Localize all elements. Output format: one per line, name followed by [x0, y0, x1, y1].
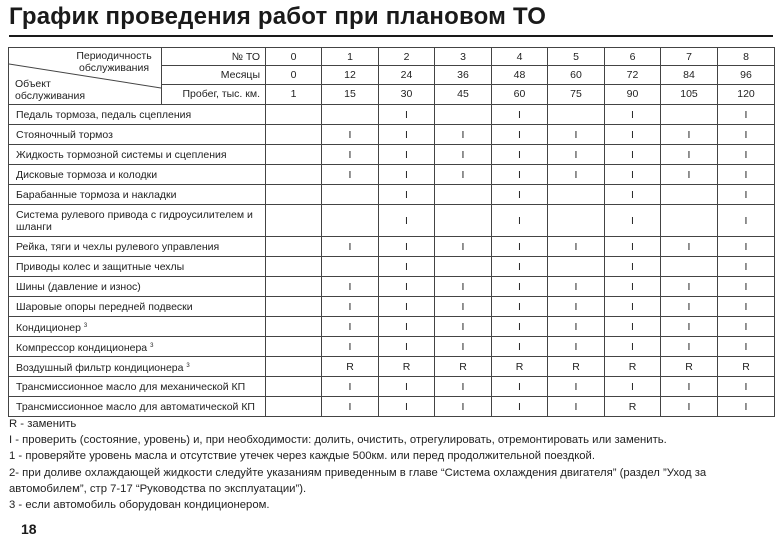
schedule-cell: I — [492, 397, 548, 417]
header-value-cell: 2 — [379, 48, 435, 66]
schedule-cell: I — [605, 337, 661, 357]
schedule-cell: I — [435, 277, 492, 297]
schedule-cell: I — [492, 297, 548, 317]
schedule-cell — [548, 105, 605, 125]
header-value-cell: 45 — [435, 84, 492, 104]
schedule-cell: I — [379, 105, 435, 125]
schedule-cell — [661, 105, 718, 125]
schedule-cell: I — [548, 337, 605, 357]
schedule-cell: I — [492, 337, 548, 357]
schedule-cell: R — [548, 357, 605, 377]
schedule-cell: I — [661, 297, 718, 317]
note-line: I - проверить (состояние, уровень) и, при необходимости: долить, очистить, отрегулировать, отремонтировать или заменить. — [9, 434, 667, 447]
schedule-cell: I — [379, 377, 435, 397]
header-value-cell: 1 — [266, 84, 322, 104]
service-item-name: Шаровые опоры передней подвески — [16, 300, 193, 313]
service-item-cell — [9, 357, 266, 377]
service-item-name: Барабанные тормоза и накладки — [16, 188, 177, 201]
page-title: График проведения работ при плановом ТО — [9, 3, 547, 30]
schedule-cell — [266, 277, 322, 297]
header-value-cell: 90 — [605, 84, 661, 104]
schedule-cell: I — [322, 297, 379, 317]
schedule-cell: I — [492, 145, 548, 165]
schedule-cell — [322, 257, 379, 277]
title-underline — [9, 35, 773, 37]
schedule-cell: I — [379, 165, 435, 185]
schedule-cell: I — [379, 277, 435, 297]
schedule-cell: I — [718, 165, 775, 185]
header-value-cell: 0 — [266, 66, 322, 84]
schedule-cell: R — [718, 357, 775, 377]
header-value-cell: 8 — [718, 48, 775, 66]
schedule-cell: I — [492, 257, 548, 277]
schedule-cell: I — [379, 257, 435, 277]
schedule-cell: I — [492, 105, 548, 125]
header-value-cell: 6 — [605, 48, 661, 66]
schedule-cell: I — [718, 277, 775, 297]
periodicity-label: Периодичность обслуживания — [76, 50, 152, 74]
schedule-cell: I — [548, 317, 605, 337]
service-item-cell — [9, 237, 266, 257]
schedule-cell: I — [322, 377, 379, 397]
schedule-cell: I — [435, 377, 492, 397]
schedule-cell — [322, 105, 379, 125]
header-value-cell: 60 — [548, 66, 605, 84]
schedule-cell — [661, 185, 718, 205]
service-item-name: Кондиционер — [16, 321, 81, 334]
service-item-name: Приводы колес и защитные чехлы — [16, 260, 185, 273]
schedule-cell: I — [322, 277, 379, 297]
header-row — [9, 48, 775, 66]
schedule-cell: I — [548, 145, 605, 165]
service-item-cell — [9, 337, 266, 357]
header-row-label: № ТО — [162, 48, 266, 66]
schedule-cell — [266, 205, 322, 237]
schedule-cell: I — [435, 337, 492, 357]
note-line: 3 - если автомобиль оборудован кондиционером. — [9, 499, 270, 512]
header-value-cell: 72 — [605, 66, 661, 84]
service-item-name: Компрессор кондиционера — [16, 341, 148, 354]
schedule-cell: I — [435, 317, 492, 337]
schedule-cell: I — [548, 237, 605, 257]
schedule-cell: I — [718, 317, 775, 337]
header-value-cell: 12 — [322, 66, 379, 84]
header-value-cell: 105 — [661, 84, 718, 104]
schedule-cell — [266, 317, 322, 337]
service-item-cell — [9, 377, 266, 397]
schedule-cell: R — [661, 357, 718, 377]
schedule-cell: I — [548, 397, 605, 417]
schedule-cell: R — [379, 357, 435, 377]
schedule-cell: I — [661, 377, 718, 397]
schedule-cell: I — [379, 317, 435, 337]
schedule-cell — [266, 165, 322, 185]
schedule-cell: I — [322, 125, 379, 145]
schedule-cell: I — [492, 125, 548, 145]
schedule-cell: I — [379, 237, 435, 257]
schedule-cell: I — [435, 165, 492, 185]
header-value-cell: 120 — [718, 84, 775, 104]
schedule-cell: I — [548, 297, 605, 317]
schedule-cell: I — [661, 145, 718, 165]
service-item-cell — [9, 165, 266, 185]
service-item-name: Стояночный тормоз — [16, 128, 113, 141]
schedule-cell — [435, 257, 492, 277]
legend-notes — [9, 416, 777, 513]
service-item-name: Педаль тормоза, педаль сцепления — [16, 108, 192, 121]
header-row-label: Месяцы — [162, 66, 266, 84]
schedule-cell: I — [661, 237, 718, 257]
header-value-cell: 96 — [718, 66, 775, 84]
header-value-cell: 60 — [492, 84, 548, 104]
header-value-cell: 3 — [435, 48, 492, 66]
schedule-cell: I — [605, 125, 661, 145]
table-row — [9, 317, 775, 337]
schedule-cell: I — [322, 397, 379, 417]
schedule-cell: I — [435, 145, 492, 165]
service-item-cell — [9, 277, 266, 297]
table-row — [9, 105, 775, 125]
schedule-cell: I — [435, 297, 492, 317]
schedule-cell — [435, 185, 492, 205]
object-label: Объект обслуживания — [15, 78, 86, 102]
service-item-name: Рейка, тяги и чехлы рулевого управления — [16, 240, 220, 253]
schedule-cell: I — [322, 145, 379, 165]
header-value-cell: 30 — [379, 84, 435, 104]
header-value-cell: 84 — [661, 66, 718, 84]
schedule-cell: I — [718, 237, 775, 257]
service-item-cell — [9, 297, 266, 317]
service-item-name: Воздушный фильтр кондиционера — [16, 361, 184, 374]
note-line: 1 - проверяйте уровень масла и отсутствие утечек через каждые 500км. или перед продолжительной поездкой. — [9, 450, 595, 463]
schedule-cell: I — [605, 297, 661, 317]
table-body — [9, 48, 775, 417]
service-item-cell — [9, 185, 266, 205]
schedule-cell: I — [661, 317, 718, 337]
header-row-label: Пробег, тыс. км. — [162, 84, 266, 104]
service-item-cell — [9, 125, 266, 145]
schedule-cell: I — [435, 237, 492, 257]
table-row — [9, 257, 775, 277]
schedule-cell — [322, 205, 379, 237]
header-value-cell: 36 — [435, 66, 492, 84]
schedule-cell — [548, 257, 605, 277]
table-row — [9, 377, 775, 397]
table-row — [9, 297, 775, 317]
service-item-name: Система рулевого привода с гидроусилителем и шланги — [16, 208, 253, 233]
header-value-cell: 24 — [379, 66, 435, 84]
schedule-cell: I — [661, 125, 718, 145]
schedule-cell: R — [605, 357, 661, 377]
schedule-cell: I — [718, 397, 775, 417]
schedule-cell — [322, 185, 379, 205]
note-line: 2- при доливе охлаждающей жидкости следуйте указаниям приведенным в главе “Система охлаждения двигателя” (раздел ”Уход за автомобилем”, стр 7-17 “Руководства по эксплуатации”). — [9, 466, 707, 495]
service-item-name: Дисковые тормоза и колодки — [16, 168, 158, 181]
schedule-cell: I — [379, 205, 435, 237]
schedule-cell — [266, 185, 322, 205]
schedule-cell: I — [492, 165, 548, 185]
header-value-cell: 7 — [661, 48, 718, 66]
schedule-cell: I — [605, 277, 661, 297]
schedule-cell — [266, 145, 322, 165]
schedule-cell: I — [379, 185, 435, 205]
table-row — [9, 205, 775, 237]
service-item-name: Шины (давление и износ) — [16, 280, 141, 293]
schedule-cell: I — [548, 125, 605, 145]
schedule-cell — [435, 205, 492, 237]
footnote-marker: 3 — [186, 362, 190, 369]
service-item-name: Жидкость тормозной системы и сцепления — [16, 148, 227, 161]
header-value-cell: 75 — [548, 84, 605, 104]
schedule-cell: I — [718, 205, 775, 237]
service-item-cell — [9, 145, 266, 165]
schedule-cell: I — [435, 125, 492, 145]
service-item-cell — [9, 317, 266, 337]
schedule-cell: I — [435, 397, 492, 417]
table-row — [9, 397, 775, 417]
schedule-cell: I — [322, 317, 379, 337]
schedule-cell — [266, 297, 322, 317]
schedule-cell: I — [605, 105, 661, 125]
service-item-cell — [9, 257, 266, 277]
schedule-cell: I — [718, 185, 775, 205]
schedule-cell: I — [492, 185, 548, 205]
note-line: R - заменить — [9, 418, 77, 430]
footnote-marker: 3 — [150, 342, 154, 349]
schedule-cell: I — [492, 317, 548, 337]
schedule-cell: R — [322, 357, 379, 377]
schedule-cell — [266, 377, 322, 397]
schedule-cell: I — [718, 337, 775, 357]
page-number: 18 — [21, 521, 37, 537]
table-row — [9, 277, 775, 297]
schedule-cell: I — [379, 125, 435, 145]
service-item-cell — [9, 397, 266, 417]
schedule-cell: R — [492, 357, 548, 377]
schedule-cell: I — [718, 105, 775, 125]
schedule-cell: I — [548, 165, 605, 185]
schedule-cell: I — [605, 145, 661, 165]
footnote-marker: 3 — [83, 322, 88, 329]
schedule-cell — [266, 357, 322, 377]
maintenance-schedule-table — [8, 47, 775, 417]
schedule-cell: I — [605, 377, 661, 397]
table-row — [9, 125, 775, 145]
schedule-cell: I — [322, 237, 379, 257]
schedule-cell: I — [379, 397, 435, 417]
table-row — [9, 185, 775, 205]
schedule-cell: I — [718, 257, 775, 277]
schedule-cell: I — [661, 337, 718, 357]
schedule-cell: I — [718, 377, 775, 397]
table-row — [9, 337, 775, 357]
schedule-cell: I — [492, 377, 548, 397]
schedule-cell — [266, 237, 322, 257]
schedule-cell — [266, 125, 322, 145]
service-item-cell — [9, 205, 266, 237]
header-value-cell: 0 — [266, 48, 322, 66]
schedule-cell: I — [379, 337, 435, 357]
schedule-cell: I — [605, 257, 661, 277]
schedule-cell — [266, 105, 322, 125]
schedule-cell — [266, 257, 322, 277]
header-value-cell: 5 — [548, 48, 605, 66]
table-row — [9, 237, 775, 257]
schedule-cell: I — [718, 297, 775, 317]
schedule-cell: I — [605, 185, 661, 205]
schedule-cell — [266, 337, 322, 357]
schedule-cell — [661, 257, 718, 277]
schedule-cell: I — [322, 165, 379, 185]
service-item-name: Трансмиссионное масло для автоматической КП — [16, 400, 255, 413]
schedule-cell: R — [605, 397, 661, 417]
schedule-cell: R — [435, 357, 492, 377]
schedule-cell: I — [492, 277, 548, 297]
header-value-cell: 4 — [492, 48, 548, 66]
service-item-name: Трансмиссионное масло для механической КП — [16, 380, 246, 393]
schedule-cell — [435, 105, 492, 125]
header-value-cell: 1 — [322, 48, 379, 66]
table-row — [9, 145, 775, 165]
schedule-cell — [266, 397, 322, 417]
service-item-cell — [9, 105, 266, 125]
schedule-cell: I — [548, 377, 605, 397]
schedule-cell: I — [605, 317, 661, 337]
schedule-cell: I — [379, 145, 435, 165]
table-row — [9, 357, 775, 377]
header-value-cell: 15 — [322, 84, 379, 104]
schedule-cell: I — [605, 237, 661, 257]
schedule-cell: I — [661, 277, 718, 297]
schedule-cell: I — [492, 205, 548, 237]
schedule-cell: I — [548, 277, 605, 297]
corner-cell — [9, 48, 162, 105]
schedule-cell: I — [661, 165, 718, 185]
schedule-cell: I — [379, 297, 435, 317]
schedule-cell — [548, 185, 605, 205]
schedule-cell: I — [718, 125, 775, 145]
schedule-cell: I — [605, 165, 661, 185]
schedule-cell: I — [661, 397, 718, 417]
schedule-cell: I — [718, 145, 775, 165]
schedule-cell — [661, 205, 718, 237]
schedule-cell: I — [605, 205, 661, 237]
table-row — [9, 165, 775, 185]
schedule-cell: I — [322, 337, 379, 357]
header-value-cell: 48 — [492, 66, 548, 84]
schedule-cell — [548, 205, 605, 237]
schedule-cell: I — [492, 237, 548, 257]
